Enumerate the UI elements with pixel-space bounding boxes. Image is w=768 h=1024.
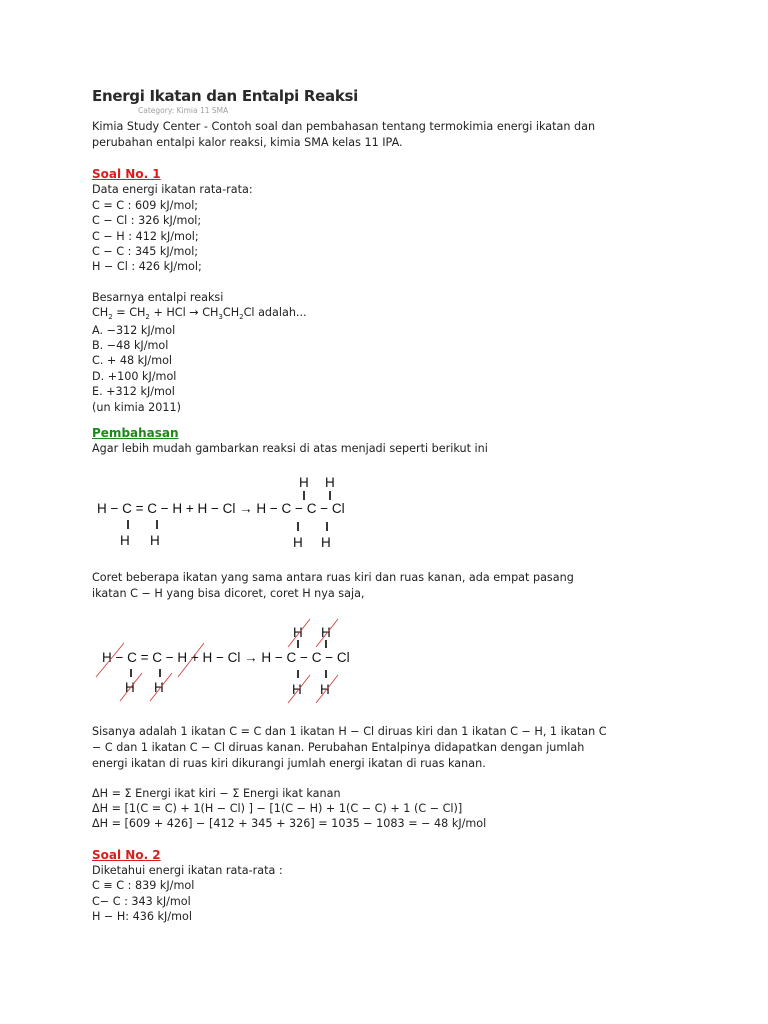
soal-2-heading: Soal No. 2	[92, 847, 161, 862]
pembahasan-text-3b: − C dan 1 ikatan C − Cl diruas kanan. Perubahan Entalpinya didapatkan dengan jumlah	[92, 741, 585, 755]
pembahasan-text-1: Agar lebih mudah gambarkan reaksi di atas menjadi seperti berikut ini	[92, 442, 488, 456]
soal-1-data-label: Data energi ikatan rata-rata:	[92, 183, 253, 197]
strike-mark	[288, 619, 310, 647]
atom-h-bottom-2: H	[154, 680, 164, 695]
article	[92, 86, 632, 457]
reaction-diagram	[92, 470, 632, 550]
bond-energy-item: C = C : 609 kJ/mol;	[92, 198, 199, 212]
article-title: Energi Ikatan dan Entalpi Reaksi	[92, 87, 358, 105]
answer-option: A. −312 kJ/mol	[92, 323, 176, 337]
pembahasan-block-2	[92, 570, 632, 602]
answer-option: B. −48 kJ/mol	[92, 339, 169, 353]
equation-line-2: ΔH = [1(C = C) + 1(H − Cl) ] − [1(C − H) + 1(C − C) + 1 (C − Cl)]	[92, 802, 463, 816]
pembahasan-text-3c: energi ikatan di ruas kiri dikurangi jumlah energi ikatan di ruas kanan.	[92, 757, 486, 771]
reaction-equation: H − C = C − H + H − Cl → H − C − C − Cl	[97, 501, 345, 516]
category-label: Category: Kimia 11 SMA	[138, 106, 229, 115]
strike-mark	[120, 673, 142, 701]
answer-option: D. +100 kJ/mol	[92, 369, 177, 383]
bond-energy-item: C − Cl : 326 kJ/mol;	[92, 214, 202, 228]
pembahasan-text-2a: Coret beberapa ikatan yang sama antara ruas kiri dan ruas kanan, ada empat pasang	[92, 571, 574, 584]
bond-energy-item: C ≡ C : 839 kJ/mol	[92, 879, 195, 893]
atom-h-top-1: H	[299, 475, 309, 490]
strike-mark	[316, 619, 338, 647]
equation-line-1: ΔH = Σ Energi ikat kiri − Σ Energi ikat kanan	[92, 786, 341, 800]
atom-h-bottom-2: H	[150, 533, 160, 548]
answer-option: E. +312 kJ/mol	[92, 385, 175, 399]
atom-h-top-1: H	[293, 625, 303, 640]
question-line-1: Besarnya entalpi reaksi	[92, 290, 224, 304]
crossed-reaction-diagram	[92, 615, 632, 705]
atom-h-bottom-1: H	[125, 680, 135, 695]
atom-h-bottom-3: H	[293, 535, 303, 550]
question-line-2: $CH_2 = CH_2$ + HCl → $CH_3CH_2Cl$ adalah...	[92, 306, 307, 322]
intro-line-1: Kimia Study Center - Contoh soal dan pembahasan tentang termokimia energi ikatan dan	[92, 120, 596, 133]
answer-option: C. + 48 kJ/mol	[92, 354, 173, 368]
intro-line-2: perubahan entalpi kalor reaksi, kimia SMA kelas 11 IPA.	[92, 136, 403, 150]
bond-energy-item: C − H : 412 kJ/mol;	[92, 229, 199, 243]
atom-h-bottom-4: H	[321, 535, 331, 550]
equation-line-3: ΔH = [609 + 426] − [412 + 345 + 326] = 1035 − 1083 = − 48 kJ/mol	[92, 817, 487, 831]
pembahasan-heading: Pembahasan	[92, 426, 179, 441]
pembahasan-text-3a: Sisanya adalah 1 ikatan C = C dan 1 ikatan H − Cl diruas kiri dan 1 ikatan C − H, 1 ikatan C	[92, 725, 607, 738]
atom-h-bottom-4: H	[320, 682, 330, 697]
pembahasan-text-2b: ikatan C − H yang bisa dicoret, coret H nya saja,	[92, 587, 365, 601]
bond-energy-item: H − H: 436 kJ/mol	[92, 910, 192, 924]
bond-energy-item: C− C : 343 kJ/mol	[92, 894, 191, 908]
atom-h-bottom-1: H	[120, 533, 130, 548]
pembahasan-block-3	[92, 724, 632, 924]
soal-1-heading: Soal No. 1	[92, 167, 161, 182]
reaction-equation: H − C = C − H + H − Cl → H − C − C − Cl	[102, 650, 350, 665]
question-source: (un kimia 2011)	[92, 400, 181, 414]
atom-h-bottom-3: H	[292, 682, 302, 697]
atom-h-top-2: H	[321, 625, 331, 640]
bond-energy-item: H − Cl : 426 kJ/mol;	[92, 260, 202, 274]
atom-h-top-2: H	[325, 475, 335, 490]
bond-energy-item: C − C : 345 kJ/mol;	[92, 245, 199, 259]
soal-2-data-label: Diketahui energi ikatan rata-rata :	[92, 863, 283, 877]
